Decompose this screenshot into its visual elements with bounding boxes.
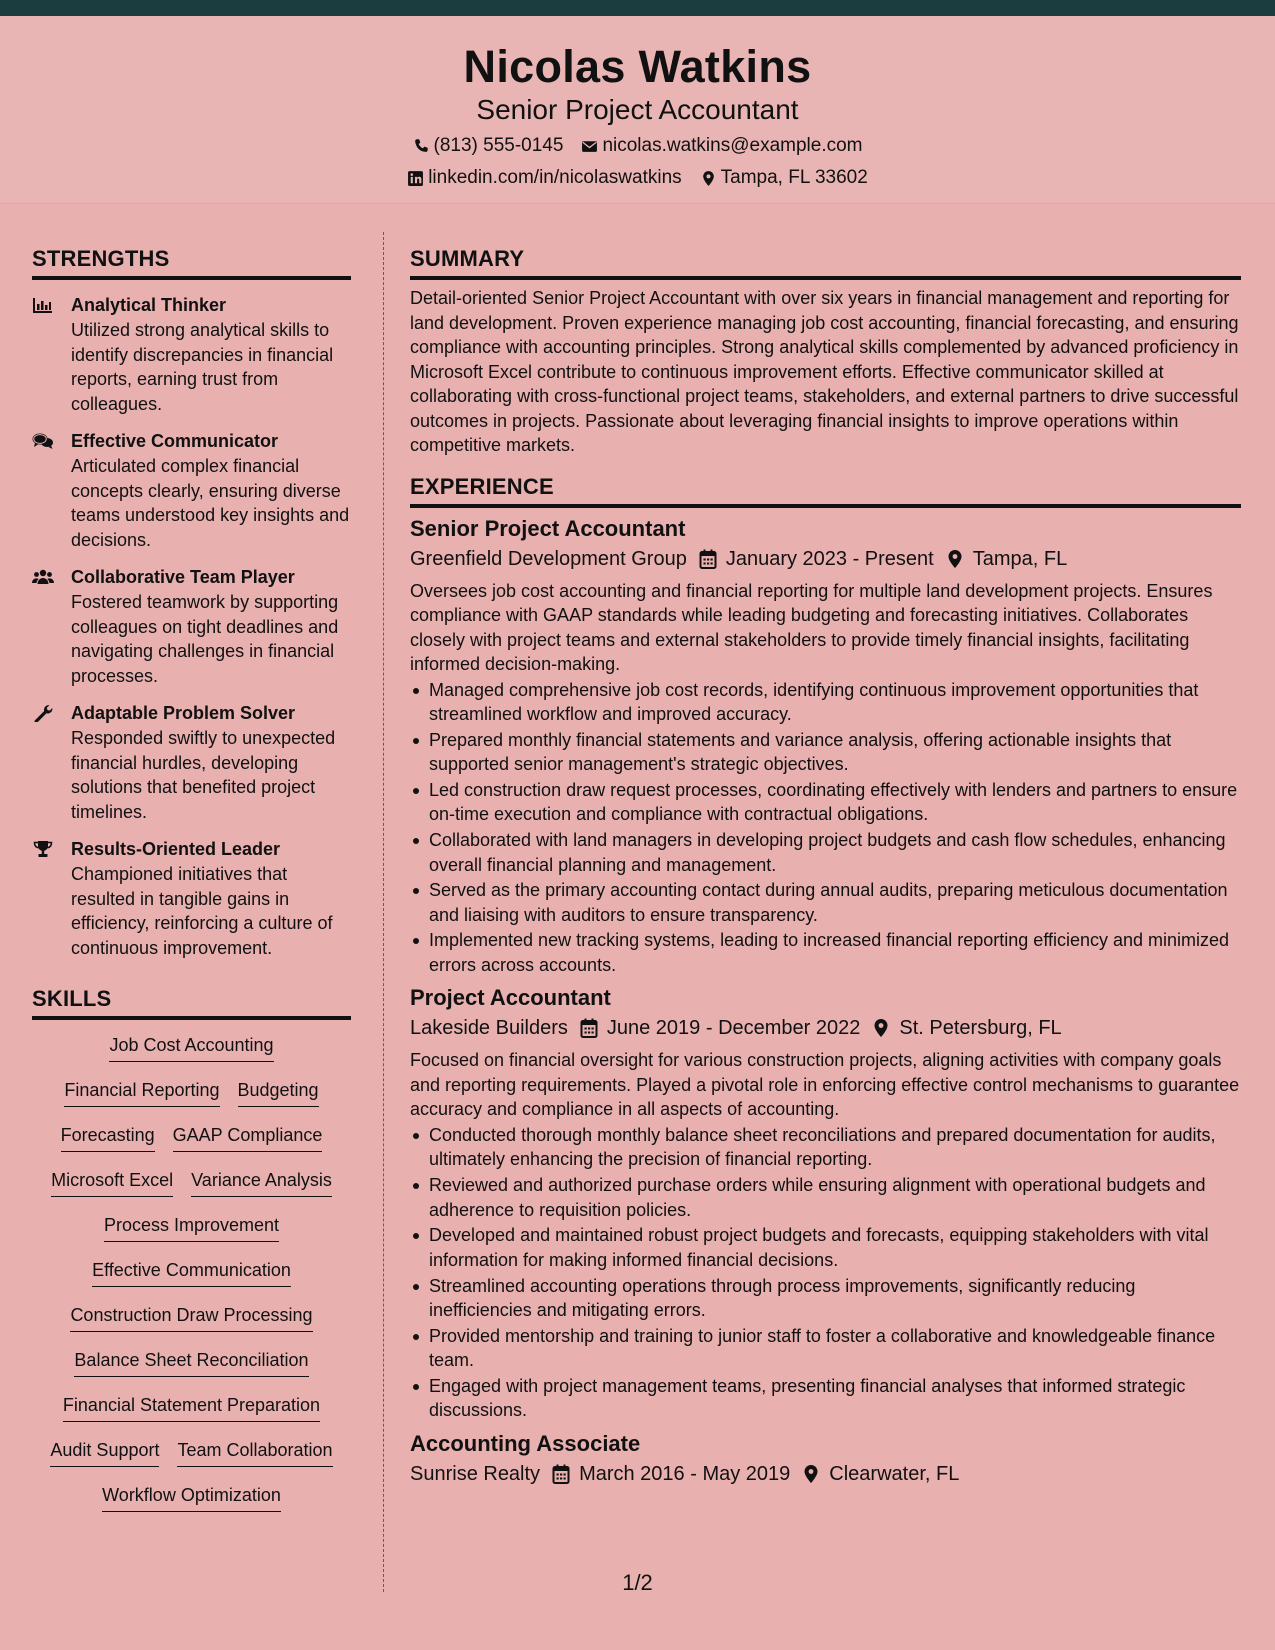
trophy-icon: [32, 840, 54, 858]
contact-line-1: [0, 135, 1275, 157]
skill-tag: Variance Analysis: [191, 1169, 332, 1197]
map-pin-icon: [946, 549, 964, 569]
job-location: St. Petersburg, FL: [899, 1017, 1062, 1040]
bullet-item: Developed and maintained robust project budgets and forecasts, equipping stakeholders with vital information for making informed financial decisions.: [410, 1223, 1241, 1272]
strength-desc: Utilized strong analytical skills to identify discrepancies in financial reports, earning trust from colleagues.: [71, 320, 334, 414]
bullet-item: Prepared monthly financial statements and variance analysis, offering actionable insights that supported senior management's strategic objectives.: [410, 728, 1241, 777]
strength-title: Results-Oriented Leader: [71, 839, 281, 859]
bullet-item: Collaborated with land managers in developing project budgets and cash flow schedules, enhancing overall financial planning and management.: [410, 828, 1241, 877]
job-company: Greenfield Development Group: [410, 547, 687, 570]
strength-desc: Fostered teamwork by supporting colleagues on tight deadlines and navigating challenges in financial processes.: [71, 592, 339, 686]
top-accent-bar: [0, 0, 1275, 16]
skill-tag: Balance Sheet Reconciliation: [74, 1349, 308, 1377]
summary-text: Detail-oriented Senior Project Accountant with over six years in financial management and reporting for land development. Proven experience managing job cost accounting, financial forecasting, and ensuring compliance with accounting principles. Strong analytical skills complemented by advanced proficiency in Microsoft Excel contribute to continuous improvement efforts. Effective communicator skilled at collaborating with cross-functional project teams, stakeholders, and external partners to drive successful outcomes in projects. Passionate about leveraging financial insights to improve operations within competitive markets.: [410, 288, 1239, 455]
right-column: [410, 246, 1241, 1487]
bar-chart-icon: [32, 296, 54, 314]
skill-tag: GAAP Compliance: [173, 1124, 323, 1152]
summary-heading: SUMMARY: [410, 246, 1241, 280]
job-meta: [410, 1015, 1241, 1041]
strength-desc: Responded swiftly to unexpected financial hurdles, developing solutions that benefited project timelines.: [71, 728, 336, 822]
skill-tag: Process Improvement: [104, 1214, 279, 1242]
job-title: Senior Project Accountant: [410, 515, 686, 541]
page-number: 1/2: [622, 1570, 653, 1595]
skill-row: [32, 1439, 351, 1484]
skill-row: [32, 1034, 351, 1079]
job-dates: January 2023 - Present: [725, 547, 934, 570]
skills-list: [32, 1034, 351, 1529]
skill-row: [32, 1124, 351, 1169]
skill-row: [32, 1169, 351, 1214]
skill-row: [32, 1304, 351, 1349]
phone-icon: [413, 138, 430, 155]
skill-tag: Workflow Optimization: [102, 1484, 281, 1512]
envelope-icon: [581, 138, 598, 155]
calendar-icon: [552, 1464, 570, 1484]
strength-title: Collaborative Team Player: [71, 567, 295, 587]
job-entry: [410, 985, 1241, 1422]
chat-bubbles-icon: [32, 432, 54, 450]
column-divider: [383, 232, 384, 1592]
contact-line-2: [0, 167, 1275, 189]
bullet-item: Served as the primary accounting contact during annual audits, preparing meticulous documentation and liaising with auditors to ensure transparency.: [410, 878, 1241, 927]
left-column: [32, 246, 351, 1529]
experience-heading: EXPERIENCE: [410, 474, 1241, 508]
job-location: Tampa, FL: [972, 547, 1068, 570]
job-bullets: [410, 1123, 1241, 1423]
map-pin-icon: [700, 170, 717, 187]
skill-tag: Team Collaboration: [177, 1439, 332, 1467]
job-description: Focused on financial oversight for various construction projects, aligning activities with company goals and reporting requirements. Played a pivotal role in enforcing effective control mechanisms to guarantee accuracy and compliance in all aspects of accounting.: [410, 1050, 1240, 1120]
contact-email[interactable]: nicolas.watkins@example.com: [581, 135, 862, 157]
strength-item: [32, 566, 351, 688]
candidate-role: Senior Project Accountant: [476, 94, 799, 125]
calendar-icon: [580, 1018, 598, 1038]
skill-row: [32, 1214, 351, 1259]
candidate-name: Nicolas Watkins: [463, 41, 812, 92]
strengths-heading: STRENGTHS: [32, 246, 351, 280]
skill-row: [32, 1349, 351, 1394]
contact-linkedin[interactable]: linkedin.com/in/nicolaswatkins: [407, 167, 681, 189]
job-location: Clearwater, FL: [829, 1462, 960, 1485]
bullet-item: Managed comprehensive job cost records, identifying continuous improvement opportunities that streamlined workflow and improved accuracy.: [410, 678, 1241, 727]
job-dates: March 2016 - May 2019: [579, 1462, 791, 1485]
bullet-item: Conducted thorough monthly balance sheet reconciliations and prepared documentation for audits, ultimately enhancing the precision of financial reporting.: [410, 1123, 1241, 1172]
skill-row: [32, 1079, 351, 1124]
strength-title: Effective Communicator: [71, 431, 279, 451]
skill-tag: Budgeting: [238, 1079, 319, 1107]
job-bullets: [410, 678, 1241, 978]
strength-desc: Championed initiatives that resulted in tangible gains in efficiency, reinforcing a culture of continuous improvement.: [71, 864, 333, 958]
calendar-icon: [699, 549, 717, 569]
strength-title: Adaptable Problem Solver: [71, 703, 296, 723]
skill-row: [32, 1259, 351, 1304]
job-meta: [410, 546, 1241, 572]
strength-item: [32, 702, 351, 824]
map-pin-icon: [802, 1464, 820, 1484]
job-meta: [410, 1461, 1241, 1487]
linkedin-icon: [407, 170, 424, 187]
skill-tag: Forecasting: [61, 1124, 155, 1152]
skill-row: [32, 1484, 351, 1529]
skill-tag: Financial Reporting: [64, 1079, 219, 1107]
bullet-item: Led construction draw request processes, coordinating effectively with lenders and partners to ensure on-time execution and compliance with contractual obligations.: [410, 778, 1241, 827]
job-title: Accounting Associate: [410, 1430, 641, 1456]
job-company: Sunrise Realty: [410, 1462, 541, 1485]
skill-tag: Financial Statement Preparation: [63, 1394, 320, 1422]
bullet-item: Reviewed and authorized purchase orders while ensuring alignment with operational budgets and adherence to requisition policies.: [410, 1173, 1241, 1222]
skill-tag: Job Cost Accounting: [109, 1034, 273, 1062]
bullet-item: Provided mentorship and training to junior staff to foster a collaborative and knowledgeable finance team.: [410, 1324, 1241, 1373]
job-title: Project Accountant: [410, 985, 611, 1011]
wrench-icon: [32, 704, 54, 722]
map-pin-icon: [872, 1018, 890, 1038]
skills-heading: SKILLS: [32, 986, 351, 1020]
skill-tag: Microsoft Excel: [51, 1169, 173, 1197]
job-entry: [410, 1431, 1241, 1487]
job-entry: [410, 516, 1241, 978]
strength-item: [32, 430, 351, 552]
bullet-item: Streamlined accounting operations through process improvements, significantly reducing inefficiencies and mitigating errors.: [410, 1274, 1241, 1323]
skill-row: [32, 1394, 351, 1439]
contact-location: Tampa, FL 33602: [700, 167, 868, 189]
bullet-item: Implemented new tracking systems, leading to increased financial reporting efficiency and minimized errors across accounts.: [410, 928, 1241, 977]
skill-tag: Effective Communication: [92, 1259, 291, 1287]
skill-tag: Audit Support: [50, 1439, 159, 1467]
skill-tag: Construction Draw Processing: [70, 1304, 312, 1332]
strength-title: Analytical Thinker: [71, 295, 227, 315]
job-company: Lakeside Builders: [410, 1017, 568, 1040]
job-dates: June 2019 - December 2022: [606, 1017, 861, 1040]
strength-item: [32, 294, 351, 416]
job-description: Oversees job cost accounting and financial reporting for multiple land development projects. Ensures compliance with GAAP standards while leading budgeting and forecasting initiatives. Collaborates closely with project teams and external stakeholders to provide timely financial insights, facilitating informed decision-making.: [410, 580, 1213, 674]
strength-desc: Articulated complex financial concepts clearly, ensuring diverse teams understood key insights and decisions.: [71, 456, 350, 550]
strength-item: [32, 838, 351, 960]
bullet-item: Engaged with project management teams, presenting financial analyses that informed strategic discussions.: [410, 1374, 1241, 1423]
users-icon: [32, 568, 54, 586]
contact-phone: (813) 555-0145: [413, 135, 564, 157]
resume-header: [0, 16, 1275, 204]
